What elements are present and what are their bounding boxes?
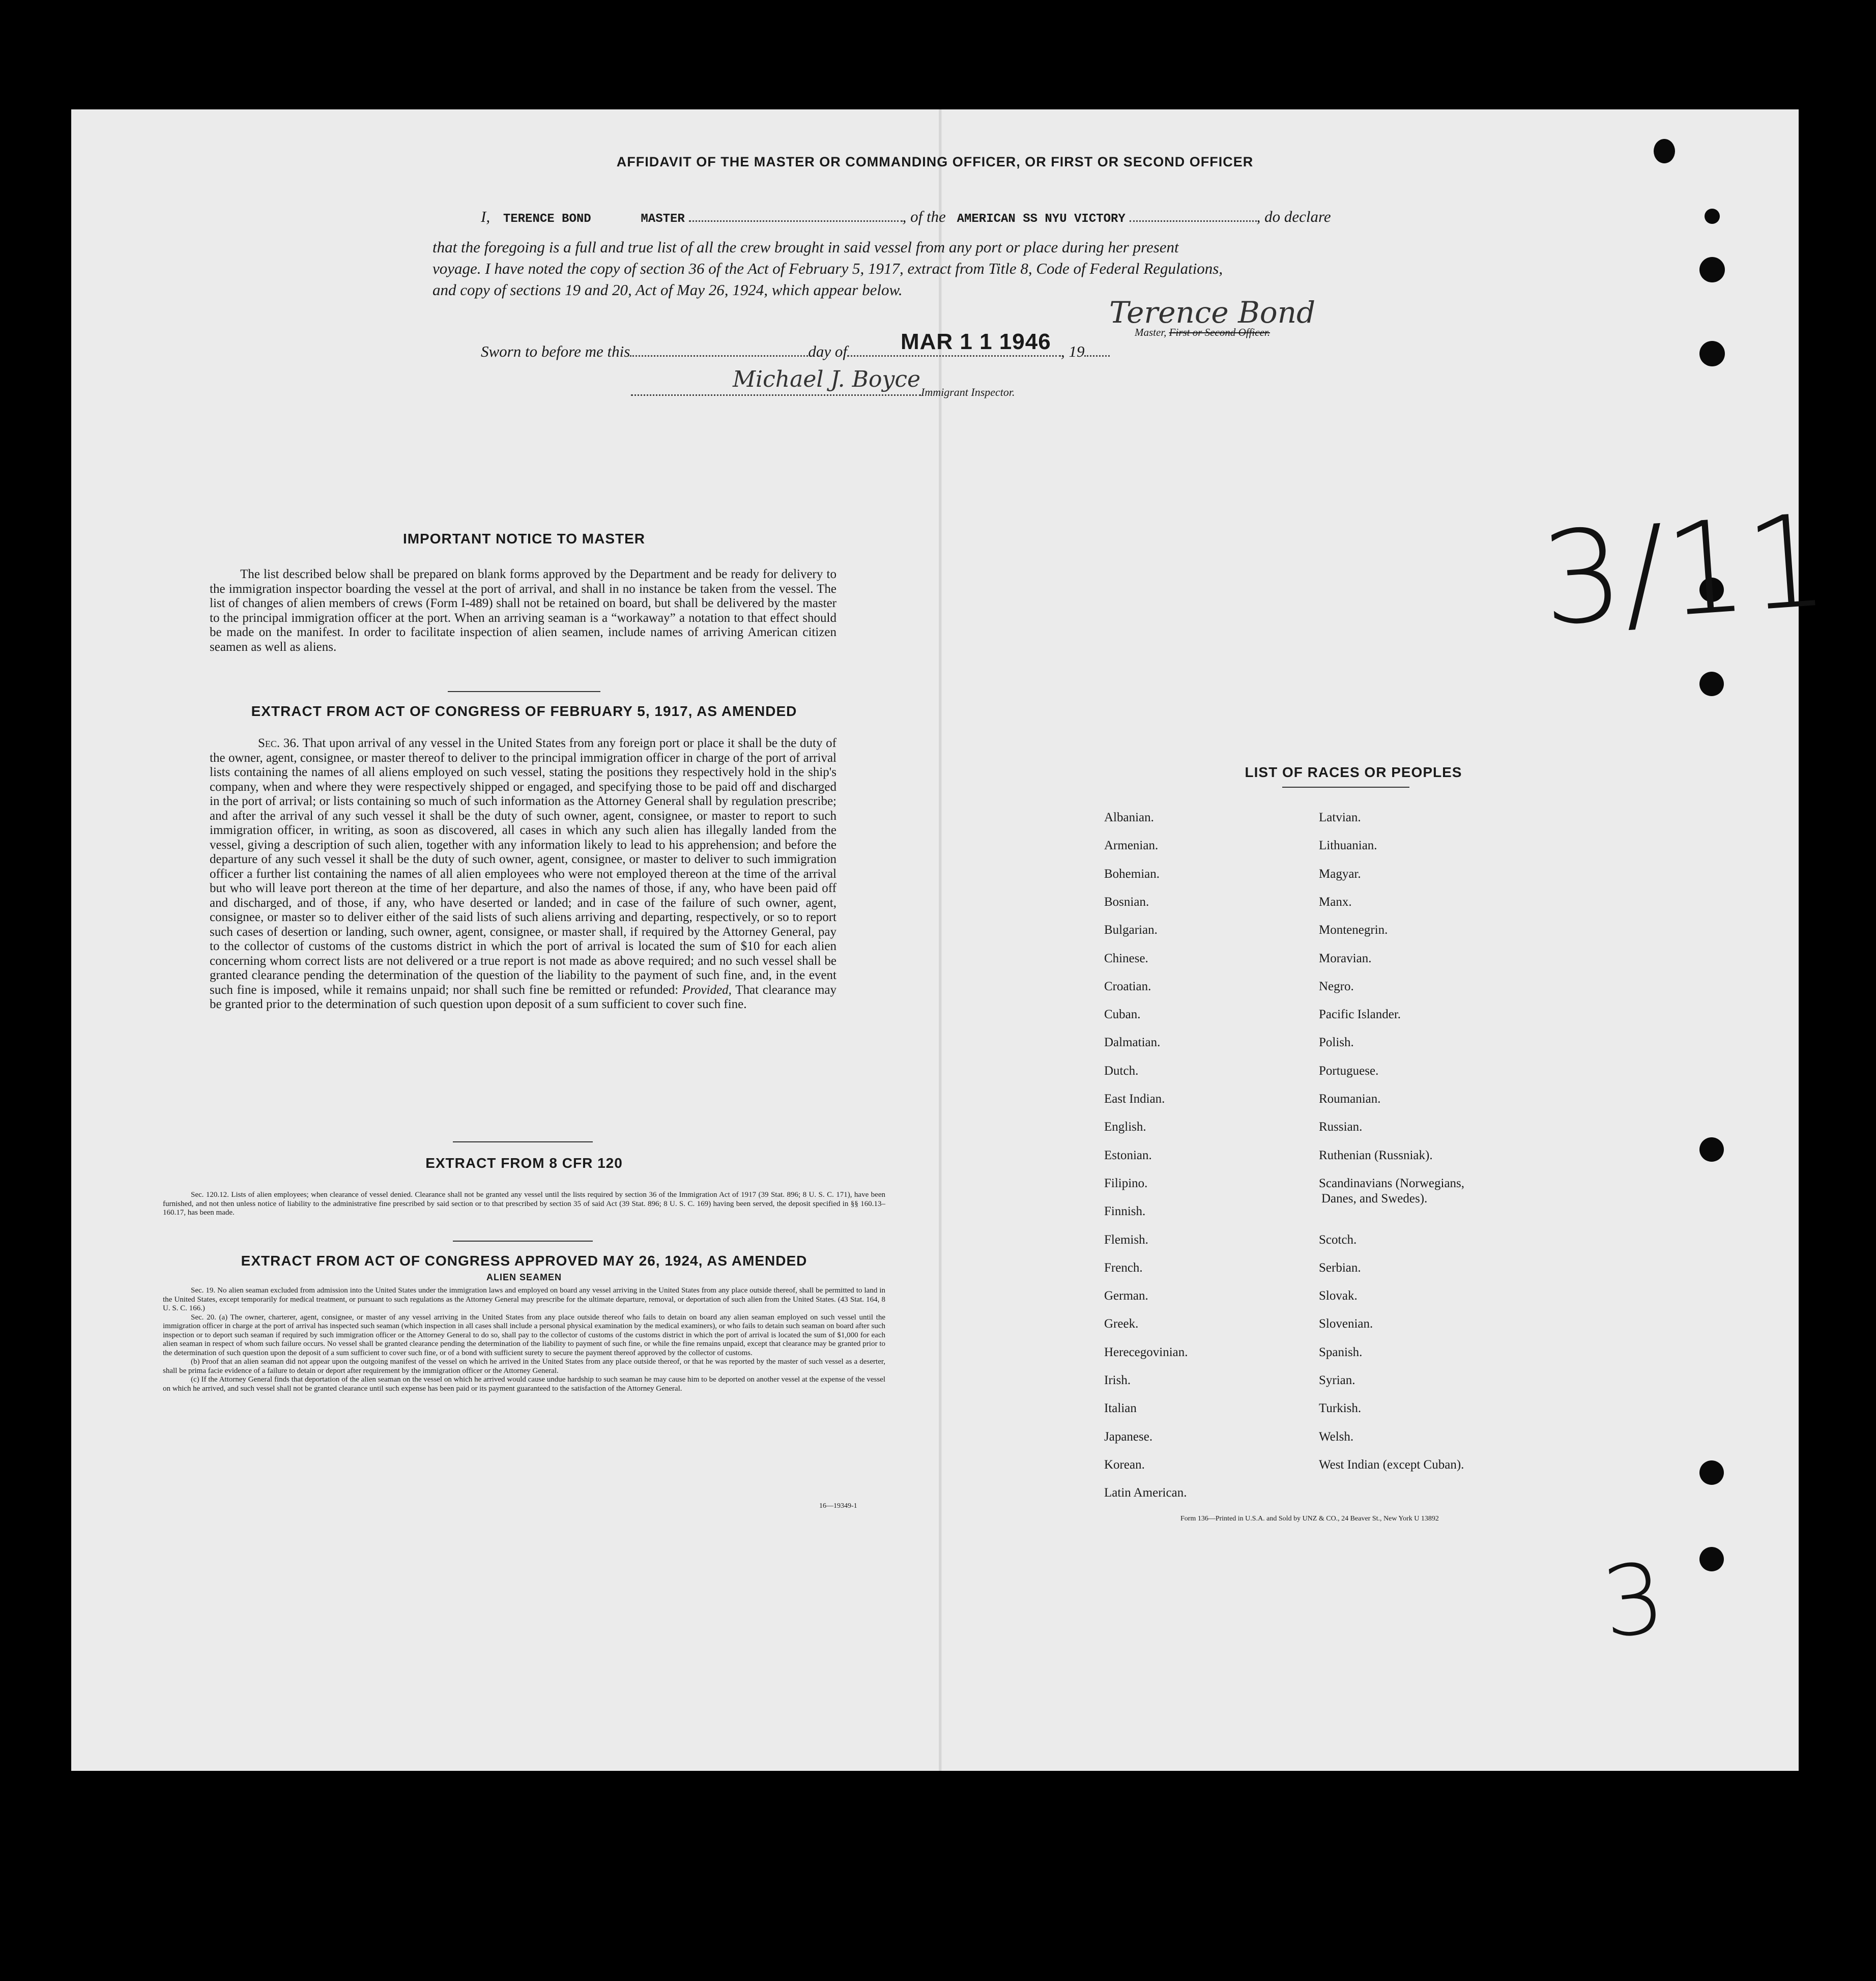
date-stamp: MAR 1 1 1946	[901, 329, 1051, 354]
section-19-text: Sec. 19. No alien seaman excluded from admission into the United States under the immigration laws and employed on board any vessel arriving in the United States from any place outside thereof, shall be permitted to land in the United States, except temporarily for medical treatment, or pursuant to such regulations as the Attorney General may prescribe for the ultimate departure, removal, or deportation of such alien from the United States. (43 Stat. 164, 8 U. S. C. 166.)	[163, 1286, 885, 1312]
race-item: Roumanian.	[1319, 1092, 1381, 1106]
day-of-label: day of	[808, 342, 847, 360]
inspector-signature: Michael J. Boyce	[733, 366, 920, 392]
race-item: Scandinavians (Norwegians,	[1319, 1176, 1465, 1190]
race-item: Manx.	[1319, 895, 1352, 909]
dotted-line	[1130, 209, 1257, 222]
race-item: Montenegrin.	[1319, 923, 1388, 937]
section-20b-text: (b) Proof that an alien seaman did not appear upon the outgoing manifest of the vessel on which he arrived in the United States from any place outside thereof, or that he was reported by the master of such vessel as a deserter, shall be prima facie evidence of a failure to detain or deport after requirement by the immigration officer or the Attorney General.	[163, 1358, 885, 1375]
punch-hole	[1699, 341, 1725, 366]
section-20c-text: (c) If the Attorney General finds that deportation of the alien seaman on the vessel on which he arrived would cause undue hardship to such seaman he may cause him to be deported on another vessel at the expense of the vessel on which he arrived, and such vessel shall not be granted clearance until such expense has been paid or its payment guaranteed to the satisfaction of the Attorney General.	[163, 1375, 885, 1393]
i-prefix: I,	[481, 208, 490, 225]
race-item: Lithuanian.	[1319, 839, 1377, 853]
race-item: Negro.	[1319, 979, 1354, 993]
inspector-label: Immigrant Inspector.	[921, 386, 1015, 398]
of-the-label: , of the	[902, 208, 946, 225]
punch-hole	[1699, 257, 1725, 282]
extract-1924-subtitle: ALIEN SEAMEN	[486, 1272, 562, 1282]
race-item: Serbian.	[1319, 1260, 1361, 1275]
punch-hole	[1705, 209, 1720, 224]
race-item: Irish.	[1104, 1373, 1131, 1387]
race-item: Armenian.	[1104, 839, 1159, 853]
extract-1917-text	[210, 736, 836, 1012]
race-item: Finnish.	[1104, 1204, 1146, 1219]
race-item: Herecegovinian.	[1104, 1345, 1188, 1359]
race-item: Spanish.	[1319, 1345, 1363, 1359]
sworn-line	[481, 341, 1193, 362]
notice-text: The list described below shall be prepared on blank forms approved by the Department and be ready for delivery to the immigration inspector boarding the vessel at the port of arrival, and shall in no instance be taken from the vessel. The list of changes of alien members of crews (Form I-489) shall not be retained on board, but shall be delivered by the master to the principal immigration officer at the port. When an arriving seaman is a “workaway” a notation to that effect should be made on the manifest. In order to facilitate inspection of alien seamen, include names of arriving American citizen seamen as well as aliens.	[210, 567, 836, 654]
extract-cfr-text: Sec. 120.12. Lists of alien employees; when clearance of vessel denied. Clearance shall not be granted any vessel until the lists required by section 36 of the Immigration Act of 1917 (39 Stat. 896; 8 U. S. C. 171), have been furnished, and not then unless notice of liability to the administrative fine prescribed by said section or to that prescribed by section 35 of said Act (39 Stat. 896; 8 U. S. C. 169) having been served, the deposit specified in §§ 160.13–160.17, has been made.	[163, 1191, 885, 1217]
divider	[453, 1141, 593, 1142]
races-title: LIST OF RACES OR PEOPLES	[1245, 764, 1462, 780]
affidavit-body-line-1: that the foregoing is a full and true list of all the crew brought in said vessel from any port or place during her present	[432, 238, 1179, 256]
affidavit-body-line-3: and copy of sections 19 and 20, Act of May 26, 1924, which appear below.	[432, 281, 903, 299]
race-item: Cuban.	[1104, 1008, 1141, 1022]
proviso-text: That clearance may be granted prior to the determination of such question upon deposit of a sum sufficient to cover such fine.	[210, 983, 837, 1011]
punch-hole	[1699, 1547, 1724, 1571]
race-item: French.	[1104, 1260, 1143, 1275]
proviso-word: Provided,	[682, 983, 732, 997]
race-item: Polish.	[1319, 1036, 1354, 1050]
race-item: Greek.	[1104, 1317, 1139, 1331]
race-item: German.	[1104, 1289, 1148, 1303]
master-title-line	[1135, 326, 1270, 339]
race-item: Bosnian.	[1104, 895, 1149, 909]
divider	[1282, 787, 1409, 788]
struck-officer-label: First or Second Officer.	[1169, 326, 1270, 338]
sworn-label: Sworn to before me this	[481, 342, 630, 360]
master-signature: Terence Bond	[1109, 295, 1316, 330]
form-code: 16—19349-1	[819, 1502, 857, 1510]
race-item: Syrian.	[1319, 1373, 1355, 1387]
race-item: Estonian.	[1104, 1148, 1152, 1162]
race-item: Portuguese.	[1319, 1064, 1379, 1078]
divider	[453, 1241, 593, 1242]
extract-1924-text	[163, 1286, 885, 1393]
race-item: Italian	[1104, 1401, 1137, 1416]
race-item: Bohemian.	[1104, 867, 1160, 881]
do-declare-label: , do declare	[1256, 208, 1331, 225]
extract-1924-title: EXTRACT FROM ACT OF CONGRESS APPROVED MAY 26, 1924, AS AMENDED	[241, 1253, 807, 1269]
race-item: Welsh.	[1319, 1429, 1354, 1444]
race-item: Pacific Islander.	[1319, 1008, 1401, 1022]
section-36-label: Sec. 36.	[258, 736, 300, 750]
race-item: Latin American.	[1104, 1486, 1187, 1500]
notice-title: IMPORTANT NOTICE TO MASTER	[402, 531, 646, 547]
race-item: Japanese.	[1104, 1429, 1153, 1444]
extract-1917-title: EXTRACT FROM ACT OF CONGRESS OF FEBRUARY 5, 1917, AS AMENDED	[251, 703, 797, 719]
handwritten-date-mark: 3/11	[1537, 486, 1832, 654]
master-rank: MASTER	[641, 212, 685, 226]
race-item: Flemish.	[1104, 1232, 1148, 1247]
race-item: Moravian.	[1319, 951, 1372, 965]
race-item: English.	[1104, 1120, 1146, 1134]
race-item: Dalmatian.	[1104, 1036, 1161, 1050]
affidavit-title: AFFIDAVIT OF THE MASTER OR COMMANDING OFFICER, OR FIRST OR SECOND OFFICER	[616, 154, 1254, 169]
race-item: West Indian (except Cuban).	[1319, 1457, 1464, 1472]
punch-hole	[1699, 1137, 1724, 1162]
affidavit-body-line-2: voyage. I have noted the copy of section 36 of the Act of February 5, 1917, extract from Title 8, Code of Federal Regulations,	[432, 260, 1223, 277]
race-item: Filipino.	[1104, 1176, 1148, 1190]
race-item: Ruthenian (Russniak).	[1319, 1148, 1433, 1162]
race-item: Croatian.	[1104, 979, 1151, 993]
punch-hole	[1699, 1460, 1724, 1485]
race-item: Albanian.	[1104, 811, 1154, 824]
section-36-body: That upon arrival of any vessel in the United States from any foreign port or place it shall be the duty of the owner, agent, consignee, or master thereof to deliver to the principal immigration officer in charge of the port of arrival lists containing the names of all aliens employed on such vessel, stating the positions they respectively hold in the ship's company, when and where they were respectively shipped or engaged, and specifying those to be paid off and discharged in the port of arrival; or lists containing so much of such information as the Attorney General shall by regulation prescribe; and after the arrival of any such vessel it shall be the duty of such owner, agent, consignee, or master to report to such immigration officer, in writing, as soon as discovered, all cases in which any such alien has illegally landed from the vessel, giving a description of such alien, together with any information likely to lead to his apprehension; and before the departure of any such vessel it shall be the duty of such owner, agent, consignee, or master to deliver to such immigration officer a further list containing the names of all alien employees who were not employed thereon at the time of the arrival but who will leave port thereon at the time of her departure, and also the names of those, if any, who have been paid off and discharged, and of those, if any, who have deserted or landed; and in case of the failure of such owner, agent, consignee, or master so to deliver either of the said lists of such aliens arriving and departing, respectively, or so to report such cases of desertion or landing, such owner, agent, consignee, or master shall, if required by the Attorney General, pay to the collector of customs of the customs district in which the port of arrival is located the sum of $10 for each alien concerning whom correct lists are not delivered or a true report is not made as above required; and no such vessel shall be granted clearance pending the determination of the question of the liability to the payment of such fine, and, in the event such fine is imposed, while it remains unpaid; nor shall such fine be remitted or refunded:	[210, 736, 837, 997]
race-item: Dutch.	[1104, 1064, 1139, 1078]
form-printer-note: Form 136—Printed in U.S.A. and Sold by UNZ & CO., 24 Beaver St., New York U 13892	[1180, 1515, 1439, 1523]
race-item: Scotch.	[1319, 1232, 1357, 1247]
race-item: Chinese.	[1104, 951, 1148, 965]
dotted-line	[1084, 343, 1110, 357]
race-item: East Indian.	[1104, 1092, 1165, 1106]
dotted-line	[689, 209, 903, 222]
affidavit-declaration-line	[481, 206, 1468, 230]
master-label: Master,	[1135, 326, 1167, 338]
vessel-name: AMERICAN SS NYU VICTORY	[957, 212, 1125, 226]
race-item: Slovak.	[1319, 1289, 1358, 1303]
race-item: Slovenian.	[1319, 1317, 1373, 1331]
race-item: Turkish.	[1319, 1401, 1362, 1416]
race-item: Latvian.	[1319, 811, 1361, 824]
extract-cfr-title: EXTRACT FROM 8 CFR 120	[425, 1155, 623, 1171]
dotted-line	[630, 343, 808, 357]
year-suffix: , 19	[1060, 342, 1085, 360]
race-item: Magyar.	[1319, 867, 1361, 881]
divider	[448, 691, 600, 692]
section-20a-text: Sec. 20. (a) The owner, charterer, agent, consignee, or master of any vessel arriving in the United States from any place outside thereof who fails to detain on board any alien seaman employed on such vessel until the immigration officer in charge at the port of arrival has inspected such seaman (which inspection in all cases shall include a personal physical examination by the medical examiners), or who fails to detain such seaman on board after such inspection or to deport such seaman if required by such immigration officer or the Attorney General to do so, shall pay to the collector of customs of the customs district in which the port of arrival is located the sum of $1,000 for each alien seaman in respect of whom such failure occurs. No vessel shall be granted clearance pending the determination of the liability to payment of such fine, or while the fine remains unpaid, except that clearance may be granted prior to the determination of such question upon the deposit of a sum sufficient to cover such fine, or of a bond with sufficient surety to secure the payment thereof approved by the collector of customs.	[163, 1313, 885, 1357]
race-scandinavians-continued: Danes, and Swedes).	[1321, 1192, 1428, 1205]
handwritten-page-number: 3	[1597, 1541, 1670, 1660]
master-name: TERENCE BOND	[503, 212, 591, 226]
race-item: Korean.	[1104, 1457, 1145, 1472]
race-item: Russian.	[1319, 1120, 1363, 1134]
race-item: Bulgarian.	[1104, 923, 1158, 937]
punch-hole	[1699, 672, 1724, 696]
document-page	[71, 109, 1832, 1771]
